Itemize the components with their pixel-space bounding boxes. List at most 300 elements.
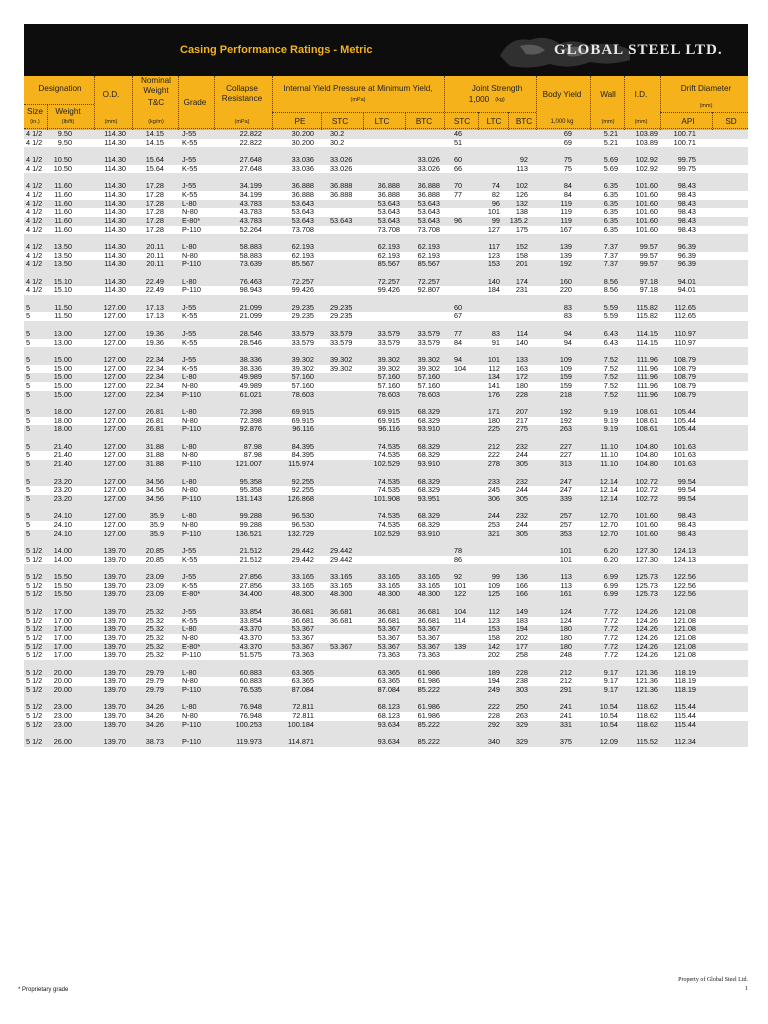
cell-yield-btc: 53.643 xyxy=(417,207,440,217)
cell-collapse: 99.288 xyxy=(239,511,262,521)
cell-yield-btc: 61.986 xyxy=(417,702,440,712)
col-nominal-3: T&C xyxy=(147,98,165,107)
cell-wall: 7.52 xyxy=(603,389,618,399)
cell-wall: 8.56 xyxy=(603,285,618,295)
cell-size: 5 xyxy=(26,519,31,529)
cell-yield-pe: 100.184 xyxy=(287,719,314,729)
cell-wall: 7.37 xyxy=(603,259,618,269)
cell-drift-api: 98.43 xyxy=(677,215,696,225)
cell-yield-pe: 33.165 xyxy=(291,572,314,582)
cell-weight: 11.50 xyxy=(54,302,72,312)
cell-grade: L-80 xyxy=(182,441,197,451)
cell-yield-ltc: 74.535 xyxy=(377,519,400,529)
cell-grade: J-55 xyxy=(182,302,197,312)
cell-od: 127.00 xyxy=(103,337,126,347)
cell-yield-btc: 85.567 xyxy=(417,259,440,269)
cell-grade: N-80 xyxy=(182,676,198,686)
cell-nominal-weight: 26.81 xyxy=(145,415,164,425)
cell-yield-ltc: 53.367 xyxy=(377,641,400,651)
col-j-btc: BTC xyxy=(515,117,533,126)
cell-weight: 17.00 xyxy=(53,641,72,651)
cell-wall: 10.54 xyxy=(599,711,618,721)
cell-weight: 11.60 xyxy=(54,207,72,217)
cell-weight: 23.00 xyxy=(53,711,72,721)
cell-od: 139.70 xyxy=(103,606,126,616)
cell-weight: 11.50 xyxy=(54,311,72,321)
cell-od: 139.70 xyxy=(103,580,126,590)
cell-yield-pe: 69.915 xyxy=(291,407,314,416)
cell-yield-pe: 96.530 xyxy=(291,511,314,521)
table-row xyxy=(24,738,748,747)
cell-wall: 12.70 xyxy=(599,528,618,538)
cell-size: 4 1/2 xyxy=(26,241,43,251)
cell-nominal-weight: 17.28 xyxy=(145,224,164,234)
cell-drift-api: 118.19 xyxy=(674,685,696,694)
cell-grade: P-110 xyxy=(182,528,201,538)
cell-size: 4 1/2 xyxy=(26,285,43,295)
cell-joint-btc: 132 xyxy=(515,198,528,208)
cell-drift-api: 98.43 xyxy=(677,181,696,191)
divider xyxy=(214,76,215,130)
table-row xyxy=(24,312,748,321)
cell-joint-ltc: 99 xyxy=(491,572,500,582)
cell-size: 5 xyxy=(26,441,31,451)
cell-yield-btc: 61.986 xyxy=(417,676,440,686)
cell-yield-pe: 29.442 xyxy=(291,554,314,564)
cell-joint-btc: 177 xyxy=(515,641,528,651)
cell-collapse: 34.400 xyxy=(239,589,262,599)
cell-body-yield: 227 xyxy=(559,450,572,460)
cell-yield-pe: 126.868 xyxy=(287,493,314,503)
cell-body-yield: 69 xyxy=(563,137,572,147)
table-row xyxy=(24,339,748,348)
cell-weight: 23.00 xyxy=(53,702,72,712)
cell-joint-stc: 84 xyxy=(454,337,463,347)
cell-wall: 6.43 xyxy=(603,337,618,347)
cell-od: 139.70 xyxy=(103,572,126,582)
cell-grade: E-80* xyxy=(182,215,201,225)
cell-drift-api: 98.43 xyxy=(677,519,696,529)
cell-drift-api: 96.39 xyxy=(677,241,696,251)
cell-yield-pe: 132.729 xyxy=(287,528,314,538)
cell-joint-ltc: 82 xyxy=(491,189,500,199)
cell-grade: K-55 xyxy=(182,189,198,199)
cell-joint-btc: 250 xyxy=(515,702,528,712)
cell-body-yield: 247 xyxy=(559,485,572,495)
cell-drift-api: 94.01 xyxy=(677,276,696,286)
cell-weight: 15.00 xyxy=(53,354,72,364)
cell-body-yield: 218 xyxy=(559,389,572,399)
cell-joint-ltc: 184 xyxy=(487,285,500,295)
cell-body-yield: 161 xyxy=(559,589,572,599)
cell-yield-ltc: 36.888 xyxy=(377,181,400,191)
cell-grade: N-80 xyxy=(182,519,198,529)
cell-body-yield: 124 xyxy=(559,606,572,616)
cell-od: 114.30 xyxy=(104,163,126,173)
cell-id: 102.92 xyxy=(635,163,658,173)
cell-drift-api: 124.13 xyxy=(673,554,696,564)
cell-collapse: 34.199 xyxy=(239,189,262,199)
cell-body-yield: 159 xyxy=(559,380,572,390)
cell-body-yield: 119 xyxy=(560,207,572,217)
cell-collapse: 22.822 xyxy=(239,129,262,138)
cell-drift-api: 121.08 xyxy=(673,650,696,660)
cell-yield-pe: 73.708 xyxy=(291,224,314,234)
cell-drift-api: 112.34 xyxy=(674,737,696,747)
divider xyxy=(178,76,179,130)
cell-id: 101.60 xyxy=(635,198,658,208)
col-drift-unit: (mm) xyxy=(699,103,713,109)
cell-od: 114.30 xyxy=(104,207,126,217)
cell-body-yield: 257 xyxy=(559,519,572,529)
cell-yield-btc: 68.329 xyxy=(417,450,440,460)
cell-yield-btc: 73.708 xyxy=(417,224,440,234)
cell-joint-btc: 158 xyxy=(515,250,528,260)
cell-od: 139.70 xyxy=(103,737,126,747)
cell-yield-ltc: 62.193 xyxy=(377,241,400,251)
cell-size: 4 1/2 xyxy=(26,250,43,260)
cell-od: 139.70 xyxy=(103,641,126,651)
cell-wall: 6.35 xyxy=(603,198,618,208)
cell-yield-ltc: 33.579 xyxy=(377,337,400,347)
cell-body-yield: 119 xyxy=(560,215,572,225)
cell-od: 127.00 xyxy=(103,328,126,338)
cell-size: 5 xyxy=(26,311,31,321)
cell-od: 114.30 xyxy=(104,137,126,147)
cell-yield-ltc: 68.123 xyxy=(377,711,400,721)
cell-collapse: 28.546 xyxy=(239,337,262,347)
cell-collapse: 72.398 xyxy=(239,415,262,425)
cell-yield-stc: 48.300 xyxy=(330,589,353,599)
cell-joint-btc: 232 xyxy=(515,441,528,451)
cell-weight: 15.10 xyxy=(53,285,72,295)
cell-grade: J-55 xyxy=(182,354,197,364)
cell-wall: 9.17 xyxy=(603,676,618,686)
cell-body-yield: 220 xyxy=(559,285,572,295)
cell-id: 102.92 xyxy=(635,155,658,165)
cell-body-yield: 139 xyxy=(559,241,572,251)
cell-collapse: 72.398 xyxy=(239,407,262,416)
col-id-unit: (mm) xyxy=(634,119,648,125)
cell-grade: P-110 xyxy=(182,737,201,747)
table-row xyxy=(24,139,748,148)
cell-size: 5 1/2 xyxy=(26,632,43,642)
cell-id: 124.26 xyxy=(635,624,658,634)
cell-id: 125.73 xyxy=(635,580,658,590)
cell-yield-pe: 53.643 xyxy=(291,198,314,208)
cell-od: 127.00 xyxy=(103,511,126,521)
cell-wall: 10.54 xyxy=(599,702,618,712)
cell-id: 111.96 xyxy=(636,380,658,390)
cell-body-yield: 313 xyxy=(559,459,572,469)
cell-body-yield: 84 xyxy=(563,189,572,199)
cell-grade: P-110 xyxy=(182,285,201,295)
cell-yield-ltc: 74.535 xyxy=(377,485,400,495)
cell-size: 5 xyxy=(26,380,31,390)
cell-drift-api: 105.44 xyxy=(673,415,696,425)
cell-yield-stc: 39.302 xyxy=(330,354,353,364)
cell-yield-stc: 33.579 xyxy=(330,328,353,338)
cell-grade: P-110 xyxy=(182,259,201,269)
cell-collapse: 76.948 xyxy=(239,702,262,712)
cell-yield-pe: 85.567 xyxy=(291,259,314,269)
cell-drift-api: 101.63 xyxy=(673,450,696,460)
cell-weight: 13.50 xyxy=(53,241,72,251)
cell-joint-btc: 166 xyxy=(515,580,528,590)
cell-collapse: 21.512 xyxy=(239,554,262,564)
cell-joint-btc: 232 xyxy=(515,476,528,486)
cell-size: 5 xyxy=(26,389,31,399)
cell-collapse: 58.883 xyxy=(239,241,262,251)
cell-collapse: 27.648 xyxy=(239,163,262,173)
divider xyxy=(24,104,94,105)
cell-nominal-weight: 35.9 xyxy=(149,519,164,529)
col-od: O.D. xyxy=(102,90,120,99)
cell-wall: 6.35 xyxy=(603,207,618,217)
cell-yield-ltc: 72.257 xyxy=(377,276,400,286)
cell-joint-stc: 77 xyxy=(454,328,463,338)
cell-wall: 5.69 xyxy=(603,163,618,173)
cell-yield-stc: 36.888 xyxy=(330,189,353,199)
cell-body-yield: 248 xyxy=(559,650,572,660)
cell-od: 114.30 xyxy=(104,215,126,225)
cell-yield-pe: 39.302 xyxy=(291,354,314,364)
cell-id: 121.36 xyxy=(635,676,658,686)
table-row xyxy=(24,286,748,295)
cell-id: 124.26 xyxy=(635,615,658,625)
cell-weight: 17.00 xyxy=(53,606,72,616)
cell-size: 4 1/2 xyxy=(26,181,43,191)
cell-yield-ltc: 53.367 xyxy=(377,624,400,634)
cell-joint-stc: 51 xyxy=(454,137,463,147)
cell-joint-btc: 329 xyxy=(515,737,528,747)
cell-drift-api: 96.39 xyxy=(677,259,696,269)
cell-size: 4 1/2 xyxy=(26,163,43,173)
cell-joint-stc: 70 xyxy=(454,181,463,191)
cell-nominal-weight: 20.11 xyxy=(146,241,164,251)
cell-id: 118.62 xyxy=(636,711,658,721)
cell-yield-btc: 92.807 xyxy=(417,285,440,295)
cell-drift-api: 115.44 xyxy=(674,711,696,721)
cell-od: 127.00 xyxy=(103,519,126,529)
cell-yield-ltc: 36.888 xyxy=(377,189,400,199)
cell-collapse: 38.336 xyxy=(239,363,262,373)
cell-size: 4 1/2 xyxy=(26,189,43,199)
cell-yield-btc: 68.329 xyxy=(417,485,440,495)
cell-grade: P-110 xyxy=(182,224,201,234)
cell-nominal-weight: 17.13 xyxy=(145,311,164,321)
cell-weight: 13.50 xyxy=(53,259,72,269)
col-wall: Wall xyxy=(600,90,616,99)
cell-nominal-weight: 17.28 xyxy=(145,215,164,225)
cell-joint-stc: 122 xyxy=(454,589,467,599)
cell-weight: 14.00 xyxy=(53,554,72,564)
cell-nominal-weight: 17.28 xyxy=(145,198,164,208)
cell-yield-btc: 93.951 xyxy=(417,493,440,503)
cell-id: 115.82 xyxy=(636,311,658,321)
cell-wall: 7.37 xyxy=(603,241,618,251)
cell-size: 5 1/2 xyxy=(26,554,43,564)
cell-size: 4 1/2 xyxy=(26,259,43,269)
cell-collapse: 121.007 xyxy=(235,459,262,469)
cell-yield-stc: 39.302 xyxy=(330,363,353,373)
cell-grade: P-110 xyxy=(182,389,201,399)
cell-yield-stc: 53.367 xyxy=(330,641,353,651)
cell-body-yield: 124 xyxy=(559,615,572,625)
cell-od: 127.00 xyxy=(103,407,126,416)
cell-od: 114.30 xyxy=(104,189,126,199)
table-row xyxy=(24,556,748,565)
cell-drift-api: 98.43 xyxy=(677,511,696,521)
cell-drift-api: 118.19 xyxy=(674,667,696,677)
cell-wall: 5.69 xyxy=(603,155,618,165)
cell-weight: 23.20 xyxy=(53,493,72,503)
cell-yield-stc: 29.442 xyxy=(330,554,353,564)
cell-weight: 15.50 xyxy=(53,589,72,599)
cell-grade: N-80 xyxy=(182,207,198,217)
cell-joint-ltc: 123 xyxy=(487,615,500,625)
cell-size: 5 1/2 xyxy=(26,667,43,677)
cell-collapse: 27.856 xyxy=(239,572,262,582)
cell-id: 115.82 xyxy=(636,302,658,312)
cell-joint-ltc: 158 xyxy=(487,632,500,642)
cell-grade: P-110 xyxy=(182,719,201,729)
cell-yield-pe: 92.255 xyxy=(291,476,314,486)
cell-joint-ltc: 112 xyxy=(488,606,500,616)
cell-id: 101.60 xyxy=(635,511,658,521)
cell-joint-btc: 133 xyxy=(515,354,528,364)
cell-drift-api: 100.71 xyxy=(673,137,696,147)
cell-joint-ltc: 212 xyxy=(487,441,500,451)
cell-yield-pe: 33.579 xyxy=(291,328,314,338)
cell-grade: L-80 xyxy=(182,276,197,286)
cell-joint-stc: 78 xyxy=(454,546,463,555)
cell-yield-pe: 84.395 xyxy=(291,441,314,451)
cell-joint-btc: 231 xyxy=(515,285,528,295)
cell-weight: 10.50 xyxy=(53,163,72,173)
divider xyxy=(132,76,133,130)
cell-joint-btc: 244 xyxy=(515,485,528,495)
cell-body-yield: 257 xyxy=(559,511,572,521)
cell-joint-ltc: 101 xyxy=(487,207,500,217)
cell-nominal-weight: 34.26 xyxy=(145,702,164,712)
cell-od: 127.00 xyxy=(103,493,126,503)
divider xyxy=(660,76,661,130)
cell-yield-ltc: 96.116 xyxy=(378,424,400,434)
cell-collapse: 100.253 xyxy=(235,719,262,729)
cell-wall: 9.19 xyxy=(603,415,618,425)
cell-yield-stc: 29.442 xyxy=(330,546,353,555)
cell-yield-stc: 53.643 xyxy=(330,215,353,225)
cell-body-yield: 139 xyxy=(559,250,572,260)
cell-collapse: 49.989 xyxy=(239,372,262,382)
cell-joint-ltc: 253 xyxy=(487,519,500,529)
cell-joint-ltc: 153 xyxy=(487,259,500,269)
cell-yield-pe: 33.165 xyxy=(291,580,314,590)
cell-nominal-weight: 31.88 xyxy=(145,441,164,451)
cell-yield-btc: 33.165 xyxy=(417,580,440,590)
cell-yield-pe: 72.811 xyxy=(292,711,314,721)
cell-drift-api: 98.43 xyxy=(677,189,696,199)
cell-weight: 10.50 xyxy=(53,155,72,165)
cell-joint-btc: 138 xyxy=(515,207,528,217)
cell-joint-ltc: 171 xyxy=(487,407,500,416)
cell-drift-api: 108.79 xyxy=(673,380,696,390)
cell-grade: L-80 xyxy=(182,476,197,486)
cell-joint-btc: 244 xyxy=(515,450,528,460)
cell-size: 5 1/2 xyxy=(26,624,43,634)
divider xyxy=(590,76,591,130)
cell-yield-btc: 68.329 xyxy=(417,519,440,529)
cell-joint-stc: 101 xyxy=(454,580,467,590)
cell-id: 127.30 xyxy=(635,546,658,555)
cell-id: 104.80 xyxy=(635,441,658,451)
cell-joint-ltc: 83 xyxy=(491,328,500,338)
cell-yield-btc: 85.222 xyxy=(417,737,440,747)
cell-grade: K-55 xyxy=(182,311,198,321)
cell-yield-btc: 73.363 xyxy=(417,650,440,660)
cell-yield-pe: 48.300 xyxy=(291,589,314,599)
cell-grade: N-80 xyxy=(182,250,198,260)
cell-grade: J-55 xyxy=(182,328,197,338)
cell-wall: 6.99 xyxy=(603,580,618,590)
cell-grade: J-55 xyxy=(182,572,197,582)
col-weight: Weight xyxy=(55,107,81,116)
cell-nominal-weight: 19.36 xyxy=(145,337,164,347)
cell-weight: 24.10 xyxy=(53,519,72,529)
cell-joint-ltc: 134 xyxy=(487,372,500,382)
cell-yield-btc: 68.329 xyxy=(417,511,440,521)
cell-wall: 8.56 xyxy=(603,276,618,286)
cell-joint-btc: 166 xyxy=(515,589,528,599)
cell-collapse: 95.358 xyxy=(239,476,262,486)
cell-wall: 9.17 xyxy=(603,685,618,694)
cell-weight: 20.00 xyxy=(53,685,72,694)
cell-collapse: 33.854 xyxy=(239,606,262,616)
cell-size: 5 1/2 xyxy=(26,702,43,712)
cell-grade: L-80 xyxy=(182,241,197,251)
cell-yield-pe: 30.200 xyxy=(291,137,314,147)
cell-drift-api: 99.75 xyxy=(677,163,696,173)
cell-size: 5 1/2 xyxy=(26,650,43,660)
cell-collapse: 92.876 xyxy=(239,424,262,434)
cell-wall: 5.21 xyxy=(603,129,618,138)
cell-wall: 12.09 xyxy=(599,737,618,747)
cell-weight: 13.00 xyxy=(53,328,72,338)
cell-nominal-weight: 14.15 xyxy=(145,137,164,147)
cell-weight: 11.60 xyxy=(54,215,72,225)
col-pe: PE xyxy=(294,117,306,126)
cell-id: 124.26 xyxy=(635,641,658,651)
cell-joint-ltc: 74 xyxy=(491,181,500,191)
cell-nominal-weight: 20.11 xyxy=(146,259,164,269)
cell-size: 5 1/2 xyxy=(26,641,43,651)
cell-size: 5 xyxy=(26,302,31,312)
cell-yield-btc: 72.257 xyxy=(417,276,440,286)
cell-id: 101.60 xyxy=(635,181,658,191)
cell-grade: N-80 xyxy=(182,415,198,425)
cell-od: 114.30 xyxy=(104,276,126,286)
cell-od: 139.70 xyxy=(103,667,126,677)
cell-size: 4 1/2 xyxy=(26,198,43,208)
cell-collapse: 34.199 xyxy=(239,181,262,191)
cell-grade: L-80 xyxy=(182,511,197,521)
cell-od: 139.70 xyxy=(103,676,126,686)
cell-joint-btc: 275 xyxy=(515,424,528,434)
cell-id: 101.60 xyxy=(635,189,658,199)
cell-yield-pe: 29.442 xyxy=(291,546,314,555)
cell-id: 125.73 xyxy=(635,572,658,582)
